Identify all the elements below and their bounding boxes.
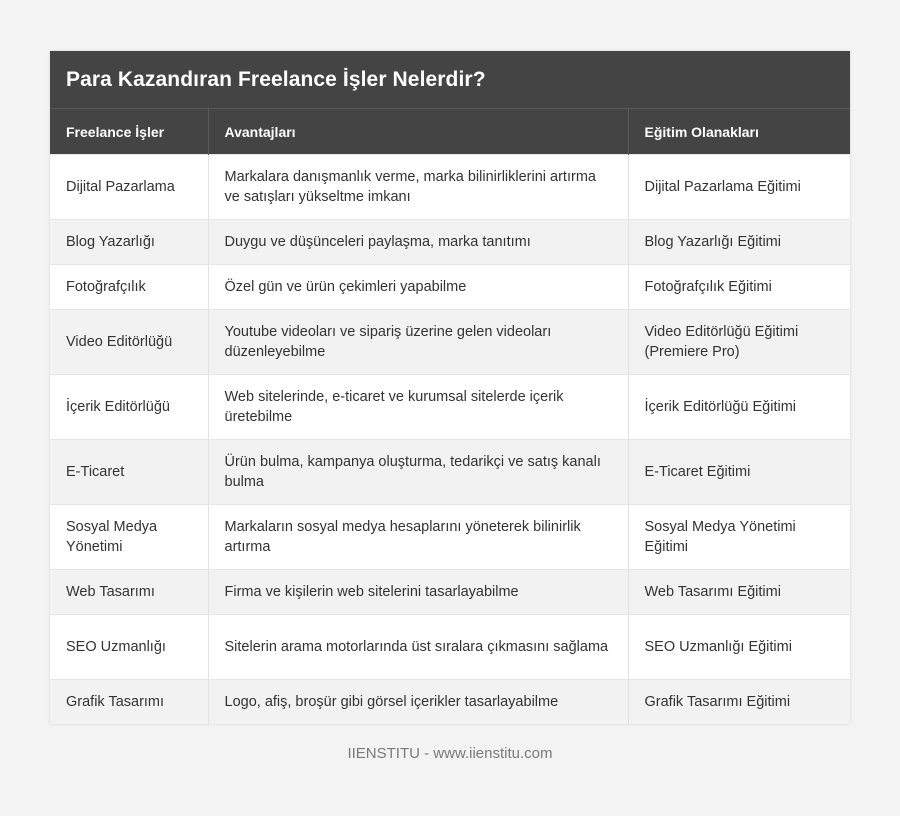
table-row: [50, 570, 850, 615]
freelance-jobs-table: [50, 109, 850, 724]
job-cell: Sosyal Medya Yönetimi: [50, 505, 208, 570]
training-cell: Blog Yazarlığı Eğitimi: [628, 220, 850, 265]
job-cell: Dijital Pazarlama: [50, 155, 208, 220]
advantage-cell: Firma ve kişilerin web sitelerini tasarlayabilme: [208, 570, 628, 615]
training-cell: SEO Uzmanlığı Eğitimi: [628, 615, 850, 680]
header-row: [50, 109, 850, 155]
job-cell: Grafik Tasarımı: [50, 680, 208, 725]
table-title: Para Kazandıran Freelance İşler Nelerdir?: [66, 67, 486, 91]
job-cell: E-Ticaret: [50, 440, 208, 505]
table-row: [50, 375, 850, 440]
training-cell: Fotoğrafçılık Eğitimi: [628, 265, 850, 310]
job-cell: Blog Yazarlığı: [50, 220, 208, 265]
advantage-cell: Web sitelerinde, e-ticaret ve kurumsal sitelerde içerik üretebilme: [208, 375, 628, 440]
table-card: [50, 51, 850, 724]
training-cell: İçerik Editörlüğü Eğitimi: [628, 375, 850, 440]
training-cell: Video Editörlüğü Eğitimi (Premiere Pro): [628, 310, 850, 375]
job-cell: Fotoğrafçılık: [50, 265, 208, 310]
advantage-cell: Sitelerin arama motorlarında üst sıralara çıkmasını sağlama: [208, 615, 628, 680]
column-header-training: Eğitim Olanakları: [628, 109, 850, 155]
job-cell: Web Tasarımı: [50, 570, 208, 615]
table-row: [50, 680, 850, 725]
job-cell: Video Editörlüğü: [50, 310, 208, 375]
job-cell: İçerik Editörlüğü: [50, 375, 208, 440]
advantage-cell: Özel gün ve ürün çekimleri yapabilme: [208, 265, 628, 310]
table-row: [50, 310, 850, 375]
training-cell: E-Ticaret Eğitimi: [628, 440, 850, 505]
table-row: [50, 505, 850, 570]
advantage-cell: Markaların sosyal medya hesaplarını yöneterek bilinirlik artırma: [208, 505, 628, 570]
training-cell: Web Tasarımı Eğitimi: [628, 570, 850, 615]
column-header-freelance-jobs: Freelance İşler: [50, 109, 208, 155]
job-cell: SEO Uzmanlığı: [50, 615, 208, 680]
advantage-cell: Duygu ve düşünceleri paylaşma, marka tanıtımı: [208, 220, 628, 265]
advantage-cell: Youtube videoları ve sipariş üzerine gelen videoları düzenleyebilme: [208, 310, 628, 375]
advantage-cell: Ürün bulma, kampanya oluşturma, tedarikçi ve satış kanalı bulma: [208, 440, 628, 505]
table-title-bar: [50, 51, 850, 109]
advantage-cell: Markalara danışmanlık verme, marka bilinirliklerini artırma ve satışları yükseltme imkanı: [208, 155, 628, 220]
table-row: [50, 615, 850, 680]
table-row: [50, 440, 850, 505]
table-row: [50, 155, 850, 220]
table-row: [50, 265, 850, 310]
footer-credit: IIENSTITU - www.iienstitu.com: [347, 745, 553, 762]
training-cell: Sosyal Medya Yönetimi Eğitimi: [628, 505, 850, 570]
column-header-advantages: Avantajları: [208, 109, 628, 155]
table-row: [50, 220, 850, 265]
training-cell: Dijital Pazarlama Eğitimi: [628, 155, 850, 220]
training-cell: Grafik Tasarımı Eğitimi: [628, 680, 850, 725]
advantage-cell: Logo, afiş, broşür gibi görsel içerikler tasarlayabilme: [208, 680, 628, 725]
